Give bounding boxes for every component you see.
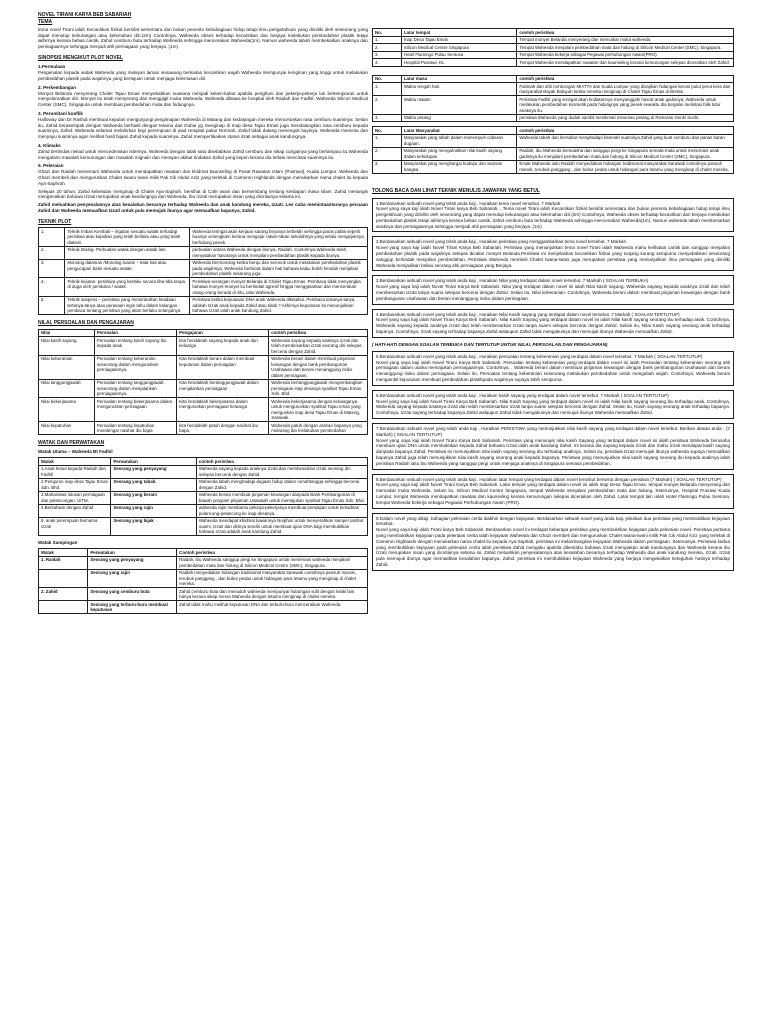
table-cell: Tempat Waheeda bekerja sebagai Pegawai perhubungan Awam(PRO).: [517, 51, 734, 59]
q8-body: Novel yang saya kaji ialah Novel Tirani Karya Beb Sabariah. Latar tempat yang terdapat dalam novel ini ialah Inap Desa Tajau Emas, tempat monyet Belanda menyerang dan mencakar muka Waheeda. Selain itu, Silicon Medical Centre Singapura, tempat Waheeda menjalani pembedahan mata dan hidung. Seterusnya, Hospital Pusrawi Kuala Lumpur, tempat Waheeda mendapatkan rawatan dan kaunseling kerana kemurungan selepas diceraikan oleh Zahid. Latar tempat lain ialah Hotel Flamingo Pulau Sentosa, tempat Waheeda bekerja sebagai Pegawai Perhubungan Awam (PRO).: [376, 482, 730, 505]
table-cell: Teknik saspens – peristiwa yang menimbulkan keadaan tertanya-tanya atau perasaan ingin tahu dalam kalangan pembaca tentang peristiwa yang akan berlaku selanjutnya: [65, 296, 190, 315]
q6-body: Novel yang saya kaji ialah Novel Tirani Karya Beb Sabariah. Nilai Kasih Sayang yang terdapat dalam novel ini ialah Nilai kasih sayang seorang ibu terhadap anak. Contohnya, Waheeda sayang kepada anaknya izzati dan telah membesarkan Izzati tanpa suami selepas bercerai dengan Zahid. Selain itu, Kasih sayang seorang anak terhadap bapanya. Contohnya, Izzati sayang terhadap bapanya Zahid walaupun Zahid tidak mengakuinya dan memujuk ibunya Waheeda memaafkan Zahid.: [376, 398, 730, 416]
table-cell: Raidah, ibu Waheeda bersuasha dan sanggup pergi ke Singapura semata-mata untuk menemani anak gadisnya itu menjalani pembedahan mata dan hidung di Silicon Medical Center (SMC), Singapura.: [517, 147, 734, 160]
table-cell: Persoalan tentang kepatuhan mendengar nasihat ibu bapa: [94, 422, 176, 435]
sinopsis-heading: SINOPSIS MENGIKUT PLOT NOVEL: [38, 55, 124, 61]
s5-text-a: Ghazi dan Raidah menemani Waheeda untuk mendapatkan rawatan dan khidmat kaunseling di Pusat Rawatan Islam (Pusrawi), Kuala Lumpur. Waheeda dan Ghazi membeli dan menguruskan Chalet Iwana Iwani milik Pak Cik Abdul Aziz yang terletak di Cameron Highlands dengan menukarkan nama chalet itu kepada Aya-Saphrah.: [38, 169, 368, 186]
table-row: [373, 36, 734, 44]
question-5-box: [372, 351, 734, 386]
table-row: [39, 246, 368, 259]
table-cell: waheeda rajin membantu pekerja-pekerjanya membuat persiapan untuk kehadiran pelancong-pelancong ke inap desanya.: [196, 504, 367, 517]
table-cell: Zahid cemburu buta dan menuduh waheeda mempunyai hubungan sulit dengan lelaki lain hanya kerana sikap mesra Waheeda dengan tetamu menginap di chalet mereka.: [177, 588, 368, 601]
header-cell: Latar tempat: [401, 29, 517, 37]
q4-body: Novel yang saya kaji ialah Novel Tirani Karya Beb Sabariah. Nilai Kasih Sayang yang terdapat dalam novel ini ialah Nilai kasih sayang seorang ibu terhadap anak. Contohnya, Waheeda sayang kepada anaknya izzati dan telah membesarkan Izzati tanpa suami selepas bercerai dengan Zahid. Selain itu, Nilai Kasih sayang seorang anak terhadap bapanya. Contohnya, Izzati sayang terhadap bapanya Zahid walaupun Zahid tidak mengakuinya dan memujuk ibunya Waheeda memaafkan Zahid.: [376, 317, 730, 335]
q3-head: 3.Berdasarkan sebuah novel yang telah anda kaji , Huraikan Nilai yang terdapat dalam novel tersebut. 7 Markah ( SOALAN TERBUKA): [376, 278, 649, 284]
table-cell: 3.Mahasiswa lulusan perniagaan dan pelancongan, UiTM.: [39, 491, 111, 504]
latar-tempat-header-row: [373, 29, 734, 37]
header-cell: Watak: [39, 549, 88, 557]
table-cell: 4.: [39, 278, 65, 297]
table-cell: Persoalan tentang kasih sayang ibu kepada anak: [94, 337, 176, 356]
table-cell: kita hendaklah patuh dengan nasihat ibu bapa.: [177, 422, 269, 435]
question-9-box: [372, 513, 734, 571]
table-cell: 2.: [39, 246, 65, 259]
table-cell: Nilai tanggungjawab: [39, 379, 95, 398]
q1-head: 1.Berdasarkan sebuah novel yang telah anda kaji , Huraikan tema novel tersebut. 7 Markah: [376, 200, 561, 206]
right-column: [372, 10, 734, 1015]
table-cell: Waheeda berani dalam membuat pinjaman kewangan dengan bank pembangunan Usahawan dan berani menanggung risiko dalam perniagaan.: [269, 355, 368, 379]
s5-text-c: Zahid meluahkan penyesalannya atas kesalahan besarnya terhadap Waheeda dan anak kandung mereka, Izzati. Les cuba memintaantaranya pecuaan Zahid dan Waheeda memaafkan Izzati untuk pula memujuk ibunya agar memaafkan bapanya, Zahid.: [38, 202, 368, 213]
table-row: [39, 517, 368, 536]
table-cell: Waktu tengah hari.: [401, 83, 517, 96]
header-cell: No.: [373, 29, 402, 37]
table-cell: [39, 569, 88, 588]
answer-technique-title: TOLONG BACA DAN LIHAT TEKNIK MENULIS JAWAPAN YANG BETUL: [372, 187, 540, 194]
tema-heading: TEMA: [38, 19, 53, 26]
s2-text: Monyet Belanda menyerang Chalet Tajau Emas menyebabkan suasana menjadi kelam-kabut apabila penghuni dan pekerja-pekerja lari bertempiaran untuk menyelamatkan diri. Monyet itu telah menyerang dan menggigit muka Waheeda. Waheeda dibawa ke hospital oleh Raidah dan Fadhil. Waheeda Silicon Medical Center (SMC), Singapura untuk membuat pembedahan mata dan hidungnya.: [38, 90, 368, 108]
table-cell: 2.Pengurus inap desa Tajau Emas Sdn. Bhd.: [39, 478, 111, 491]
table-cell: Seorang yang terburu-buru membuat keputusan: [88, 601, 177, 614]
table-row: [39, 228, 368, 247]
q5-head: 5.Berdasarkan sebuah novel yang telah anda kaji , Huraikan persoalan tentang keberanian yang terdapat dalam novel tersebut. 7 Markah ( SOALAN TERTUTUP): [376, 353, 703, 359]
table-row: [39, 398, 368, 422]
table-row: [373, 83, 734, 96]
header-cell: Latar Masyarakat: [401, 127, 517, 135]
nilai-table: [38, 329, 368, 436]
table-cell: Monolog dalaman /Monolog tuaran – kata hati atau pengucapan batin sesuatu watak.: [65, 259, 190, 278]
table-cell: Seorang yang rajin: [88, 569, 177, 588]
tema-text: tema novel Tirani ialah Kecantikan fizikal bersifat sementara dan bukan penentu kebahagiaan hidup tetapi ilmu pengetahuan yang dimiliki oleh seseorang yang dapat menutup kekurangan atau kelemahan diri.(2m) Contohnya, Waheeda obses terhadap kecantikan dan berjaya melakukan pembedahan plastik tetapi akhirnya kerana bebas cantik, Zahid cemburu buta terhadap Waheeda sehingga mencerakan Waheeda(1m). Namun waheeda tabah membekalkan anaknya dan perniagaannya sehingga menjadi ahli perniagaan yang berjaya. (1m): [38, 26, 368, 50]
table-cell: Waheeda sayang kepada anaknya izzati dan membesarkan izzati seorang diri selepas bercerai dengan Zahid.: [196, 465, 367, 478]
table-cell: [39, 601, 88, 614]
q9-body: Novel yang saya kaji ialah Tirani karya Beb Sabariah. Berdasarkan novel ini terdapat beberapa peristiwa yang membuktikan kejayaan pada peleraian novel. Peristiwa pertama yang membuktikan kejayaan pada peleraian cerita ialah kejayaan Waheeda dan Ghazi membeli dan menguruskan Chalet Iwana-Iwani milik Pak Cik Abdul Aziz yang terletak di Cameron Highlands dengan menukarkan nama chalet itu kepada Aya-Saphah, peristiwa ini melambangkan kejayaan Waheeda dalam perniagaan. Seterusnya, Peristiwa kedua yang membuktikan kejayaan pada peleraian cerita ialah peristiwa Zahid mengaku apabila diberitahu bahawa Izzati merupakan anak kandungnya dan Waheeda kerana ibu Izzati merupakan insan yang dicintainya selama ini. Zahid meluahkan penyesalannya atas kesalahan besarnya terhadap Waheeda dan anak kandung mereka, Izzati. Izzati pula memujuk ibunya agar memaafkan kesalahan bapanya, Zahid. peristiwa ini membuktikan kejayaan Waheeda yang berjaya mengekalkan keteguhan hatinya terhadap Zahid.: [376, 527, 730, 567]
header-cell: contoh peristiwa: [517, 75, 734, 83]
table-cell: Waktu petang: [401, 114, 517, 122]
watak-utama-table: [38, 457, 368, 536]
table-row: [373, 160, 734, 173]
table-row: [39, 588, 368, 601]
s4-text: Zahid bertindak nekad untuk mencederakan isterinya, Waheeda dengan talak satu disebabkan Zahid cemburu dan sikap curigainya yang berlampau itu.Waheeda mengalami masalah kemurungan dan masalah mignain dan merayan akibat tindakan Zahid yang kejam kerana dia terlalu mencintai suaminya itu.: [38, 148, 368, 160]
table-cell: 3.: [373, 160, 402, 173]
table-row: [373, 134, 734, 147]
table-cell: Silicon Medical Centre Singapura: [401, 44, 517, 52]
table-cell: Seorang yang penyayang: [88, 556, 177, 569]
latar-masyarakat-table: [372, 126, 734, 174]
table-row: [39, 504, 368, 517]
table-cell: Persoalan tentang tanggungjawab seseorang dalam menjalankan perniagaannya.: [94, 379, 176, 398]
table-cell: Nilai bekerjasama: [39, 398, 95, 422]
table-cell: Hotel Flamingo Pulau Sentosa: [401, 51, 517, 59]
table-cell: 5.: [39, 296, 65, 315]
table-cell: Tempat Waheeda menjalani pembedahan mata dan hidung di Silicon Medical Center (SMC), Singapura.: [517, 44, 734, 52]
s4-heading: 4. Klimaks: [38, 142, 61, 148]
header-cell: Contoh peristiwa: [177, 549, 368, 557]
table-cell: Peristiwa ketika keputusan DNA anak Waheeda diketahui. Pembaca tertanya-tanya, adakah Izzati anak kepada Zahid atau tidak ? Akhirnya keputusan itu menunjukkan bahawa Izzati ialah anak kandung Zahid.: [190, 296, 368, 315]
nilai-header-row: [39, 329, 368, 337]
table-cell: Kita hendaklah bekerjasama dalam menguruskan perniagaan keluarga: [177, 398, 269, 422]
table-row: [39, 259, 368, 278]
header-cell: Pengajaran: [177, 329, 269, 337]
table-row: [373, 114, 734, 122]
table-cell: 3.: [373, 114, 402, 122]
table-cell: 1.: [39, 228, 65, 247]
table-cell: Masyarakat yang tabah dalam menempuh cabaran dugaan.: [401, 134, 517, 147]
question-4-box: [372, 309, 734, 338]
table-row: [39, 422, 368, 435]
table-cell: 2.: [373, 96, 402, 115]
header-cell: contoh peristiwa: [517, 127, 734, 135]
header-cell: Perwatakan: [111, 458, 197, 466]
teknik-heading: TEKNIK PLOT: [38, 218, 72, 225]
q2-head: 2.Berdasarkan sebuah novel yang telah anda kaji , Huraikan peristiwa yang menggambarkan tema novel tersebut. 7 Markah: [376, 239, 626, 245]
table-cell: Waheeda bermonolog ketika berqu dan seronok untuk melakukan pembedahan plastik pada wajahnya. Waheeda berbicak dalam hati bahawa kalau boleh hendak menjalani pembedahan plastik sekarang juga.: [190, 259, 368, 278]
table-cell: Waheeda sayang kepada anaknya izzati dan telah membesarkan izzati seorang diri selepas bercerai dengan Zahid.: [269, 337, 368, 356]
table-cell: Waheeda berani membuat pinjaman kewangan daripada Bank Pembangunan di bawah program pinjaman Usawaah untuk memajukan syarikat Tajau Emas Sdn. Bhd.: [196, 491, 367, 504]
watak-header-row: [39, 458, 368, 466]
s3-text: Halloway dan Dr Rashdi membuat kepulan mengunjungi pengimapan Waheeda di Matang dan kedatangan mereka mencetuskan rasa cemburu suaminya. Selain itu, Zahid berasempak dengan Waheeda berhasil dengan tetamu dari Dubai yg menginap di Inap desa Tajau Emas juga mendatangkan rasa cemburu kepada suaminya, Zahid. Waheeda selamat melahirkan bayi perempuan di wad Hospital pakar Normah, Zahid tidak datang menengok bayinya. Waheeda meminta dan menyayu suaminya agar melihat hasil bijaan Zahid kepada suaminya. Zahid mempertikaikan status itzati sebagai anak kandungnya.: [38, 116, 368, 140]
question-7-box: [372, 423, 734, 470]
table-cell: 3.: [39, 259, 65, 278]
s5-text-b: Selepas 20 tahun, Zahid kebetulan menginap di Chalet Aya-Saphah, bersihat di Cafe Iwani dan bersembang tentang kesilapan masa silam. Zahid menangis mengenalkan bahawa Izzati merupakan anak kandungnya dan Waheeda, ibu Izzati merupakan insan yang dicintainya selama ini.: [38, 188, 368, 200]
table-cell: Persoalan tentang keberanian seseorang dalam menguruskan perniagaannya.: [94, 355, 176, 379]
table-cell: Inap Desa Tajau Emas: [401, 36, 517, 44]
table-cell: Nilai kasih sayang.: [39, 337, 95, 356]
table-cell: kita hendaklah sayang kepada anak dan keluarga: [177, 337, 269, 356]
table-cell: 5. anak perempuan bernama izzati: [39, 517, 111, 536]
header-cell: Watak: [39, 458, 111, 466]
table-cell: 1.: [373, 83, 402, 96]
q7-head: 7.Berdasarkan sebuah novel yang telah anda kaji , Huraikan PERISTIWA yang menunjukkan nilai kasih sayang yang terdapat dalam novel tersebut. Berikan alasan anda . (7 Markah) ( SOALAN TERTUTUP): [376, 426, 730, 437]
question-1-box: [372, 198, 734, 233]
table-cell: Peristiwa serangan monyet Belanda di Chalet Tajau Emas. Pembaca tidak menyangka bahawa monyet-monyet itu bertindak agresif hingga menggetarkan dan mencerakan orang-orang berada di situ, iaitu Waheeda.: [190, 278, 368, 297]
q8-head: 8.Berdasarkan sebuah novel yang telah anda kaji , Huraikan latar tempat yang terdapat dalam novel tersebut berserta dengan peristiwa (7 Markah) ( SOALAN TERTUTUP): [376, 476, 722, 482]
table-row: [39, 491, 368, 504]
q9-head: 9.Dalam novel yang dikaji, bahagian peleraian cerita diakhiri dengan kejayaan. Berdasarkan sebuah novel yang anda kaji, jelaskan dua peristiwa yang membuktikan kejayaan tersebut.: [376, 515, 730, 527]
question-3-box: [372, 275, 734, 304]
table-row: [39, 337, 368, 356]
table-cell: 1.: [373, 134, 402, 147]
q5-body: Novel yang saya kaji ialah Novel Tirani Karya Beb Sabariah. Persoalan tentang keberanian yang terdapat dalam novel ini ialah Persoalan tentang keberanian seorang ahli perniagaan dalam usaha memajukan perniagaannya. Contohnya, . Waheeda berani dalam membuat pinjaman kewangan dengan bank pembangunan Usahawan dan berani menanggung risiko dalam perniagaan. Selain itu, Persoalan tentang keberanian seseorang melakukan pembedahan untuk mengubah wajah. Contohnya, Waheeda berani mengambil keputusan membuat pembedahan plastikpada wajahnya supaya lebih sempurna.: [376, 359, 730, 383]
table-cell: Kita hendaklah berani dalam membuat keputusan dalam perniagaan: [177, 355, 269, 379]
table-cell: Seorang yang berani: [111, 491, 197, 504]
open-closed-note: ( HATI-HATI DENGAN SOALAN TERBUKA DAN TERTUTUP UNTUK NILAI, PERSOALAN DAN PENGAJARAN): [372, 341, 608, 347]
table-cell: Waheeda teringat akan kerjaan sarang biryanya terbelah sehingga paras pabla seperti buanya cenengkam kerana mengejar rakan-rakan sekolahnya yang selalu mengejeknya berhidung penek.: [190, 228, 368, 247]
header-cell: contoh peristiwa: [269, 329, 368, 337]
table-row: [39, 278, 368, 297]
table-cell: Hospital Pusrawi, KL: [401, 59, 517, 67]
q3-body: Novel yang saya kaji ialah Novel Tirani Karya Beb Sabariah. Nilai yang terdapat dalam novel ini ialah Nilai kasih sayang. Waheeda sayang kepada anaknya izzati dan telah membesarkan izzati tanpa suami selepas bercerai dengan Zahid. Selain itu, Nilai keberanian. Contohnya, Waheeda berani dalam membuat pinjaman kewangan dengan bank pembangunan Usahawan dan berani menanggung risiko dalam perniagaan.: [376, 284, 730, 301]
table-cell: Teknik kejutan- peristiwa yang berlaku secara tiba-tiba tanpa di duga oleh pembaca / watak.: [65, 278, 190, 297]
table-row: [373, 44, 734, 52]
q6-head: 6.Berdasarkan sebuah novel yang telah anda kaji , Huraikan kasih sayang yang terdapat dalam novel tersebut. 7 Markah ( SOALAN TERTUTUP): [376, 392, 669, 398]
table-cell: Seorang yang rajin: [111, 504, 197, 517]
watak-utama-heading: Watak Utama – Waheeda Bt Fadhil: [38, 449, 113, 455]
header-cell: Persoalan: [94, 329, 176, 337]
table-cell: Kita hendaklah bertanggungjawab dalam menjalankan perniagaan: [177, 379, 269, 398]
teknik-table: [38, 227, 368, 315]
sampingan-header-row: [39, 549, 368, 557]
table-cell: Raidah menyediakan hidangan tradisional masyarakat Sarawak contohnya pansuh manok, terubuk panggang , dan bubur pedas untuk hidangan para tetamu yang menginap di chalet mereka.: [177, 569, 368, 588]
table-cell: 4.Berkahwin dengan Zahid: [39, 504, 111, 517]
table-cell: 3.: [373, 51, 402, 59]
table-cell: Seorang yang bijak: [111, 517, 197, 536]
table-row: [39, 355, 368, 379]
q2-body: Novel yang saya kaji ialah Novel Tirani Karya Beb Sabariah. Peristiwa yang menunjukkan tema novel Tirani ialah Waheeda mahu kelihatan cantik dan sanggup menjalani pembedahan plastik pada wajahnya selepas dicakar monyet Belanda.Peristiwa ini menjelaskan kecantikan fizikal yang tunjang kurang sempurna menyebabkan seseorang sanggup bertindak menjalani pembedahan. Peristiwa Waheeda membeli Chalet Iwana-Iwani juga merupakan peristiwa yang menunjukkan ilmu perniagaan yang dimiliki Waheeda menjadikan beliau seorang ahli perniagaan yang Berjaya.: [376, 245, 730, 268]
q1-body: Novel yang saya kaji ialah Novel Tirani karya Beb Sabariah. , Tema novel Tirani ialah Kecantikan fizikal bersifat sementara dan bukan penentu kebahagiaan hidup tetapi ilmu pengetahuan yang dimiliki oleh seseorang yang dapat menutup kekurangan atau kelemahan diri.(2m) Contohnya, Waheeda obses terhadap kecantikan dan berjaya melakukan pembedahan plastik tetapi akhirnya kerana bebas cantik, Zahid cemburu buta terhadap Waheeda sehingga menceraikan Waheeda(1m). Namun waheeda tabah membesarkan anaknya dan perniagaannya sehingga menjadi ahli perniagaan yang berjaya. (1m): [376, 206, 730, 229]
sampingan-table: [38, 548, 368, 614]
table-cell: 2.: [373, 44, 402, 52]
table-row: [39, 296, 368, 315]
table-cell: 2.: [373, 147, 402, 160]
table-cell: Masyarakat yang mengamalkan nilai kasih sayang dalam kehidupan: [401, 147, 517, 160]
table-row: [373, 51, 734, 59]
s5-heading: 5. Peleraian: [38, 163, 64, 169]
s3-heading: 3. Perumitan/ konflik: [38, 110, 83, 116]
table-row: [39, 569, 368, 588]
table-row: [373, 59, 734, 67]
table-cell: peristiwa Waheeda yang duduk sambil menikmati minuman petang di Restoran Genki Sushi.: [517, 114, 734, 122]
question-8-box: [372, 474, 734, 509]
table-cell: Waheeda mendapat khidmat kawannya Nurjihan untuk menyerahkan sampel rambut suami, Izzati dan dirinya sendiri untuk membuat ujian DNA bagi membuktikan bahawa Izzati adalah anak kandung Zahid.: [196, 517, 367, 536]
table-cell: Teknik Dialog- Perbualan watak dengan watak lain.: [65, 246, 190, 259]
table-cell: Fatimah dan ahli rombongan MIATTA dan Kuala Lumpur yang disajikan hidangan kerusi pulut perut kera dan masyarakat Bayak Bidayuh ketika mereka menginap di Chalet Tajau Emas di Bretak.: [517, 83, 734, 96]
q4-head: 4.Berdasarkan sebuah novel yang telah anda kaji , Huraikan Nilai Kasih sayang yang terdapat dalam novel tersebut. 7 Markah ( SOALAN TERTUTUP): [376, 311, 680, 317]
table-row: [39, 478, 368, 491]
table-cell: Peristiwa Fadhil yang teringat akan tindakannya menyanggahi hasrat anak gadisnya, Waheeda untuk melakukan pembedahan kosmetik pada hidungnya yang pesek sewaktu dia berjalan melintasi bilik tidur anaknya itu.: [517, 96, 734, 115]
latar-masyarakat-header-row: [373, 127, 734, 135]
watak-heading: WATAK DAN PERWATAKAN: [38, 440, 105, 447]
table-row: [373, 147, 734, 160]
latar-masa-table: [372, 75, 734, 123]
table-row: [39, 465, 368, 478]
table-cell: Masyarakat yang menghargai budaya dan warisan bangsa: [401, 160, 517, 173]
table-cell: Seorang yang penyayang: [111, 465, 197, 478]
latar-masa-header-row: [373, 75, 734, 83]
header-cell: contoh peristiwa: [517, 29, 734, 37]
table-cell: Emak Waheeda iaitu Raidah menyediakan hidangan tradisional masyarakat Sarawak contohnya pansuh manok, terubuk panggang , dan bubur pedas untuk hidangan para tetamu yang menginap di chalet mereka.: [517, 160, 734, 173]
table-cell: Teknik Imbas Kembali – ingatan sesuatu watak terhadap peristiwa atau kejadian yang telah berlaku atau yang telah dialami.: [65, 228, 190, 247]
header-cell: No.: [373, 75, 402, 83]
table-cell: Nilai kepatuhan: [39, 422, 95, 435]
left-column: [38, 10, 368, 1015]
table-cell: 4.: [373, 59, 402, 67]
latar-tempat-table: [372, 28, 734, 67]
table-cell: Waheeda bertanggungjawab mengembangkan perniagaan inap desanya syarikat Tajau Emas Sdn. Bhd.: [269, 379, 368, 398]
table-cell: perbualan antara Waheeda dengan ibunya, Raidah. Contohnya,Waheeda telah menyatakan hasratnya untuk menjalani pembedahan plastik kepada ibunya.: [190, 246, 368, 259]
header-cell: contoh peristiwa: [196, 458, 367, 466]
header-cell: Latar masa: [401, 75, 517, 83]
table-cell: Zahid tidak mahu melihat keputusan DNA dan terburu-buru menceraikan Waheeda.: [177, 601, 368, 614]
header-cell: No.: [373, 127, 402, 135]
table-row: [39, 601, 368, 614]
table-cell: Waktu malam: [401, 96, 517, 115]
table-cell: Raidah, ibu Waheeda sanggup pergi ke Singapura untuk menemani waheeda menjalani pembedahan mata dan hidung di Silicon Medical Centre (SMC), Singapura.: [177, 556, 368, 569]
nilai-heading: NILAI, PERSOALAN DAN PENGAJARAN: [38, 320, 134, 327]
table-row: [39, 556, 368, 569]
table-cell: 1.Anak ketua kepada Raidah dan Fadhil: [39, 465, 111, 478]
table-cell: Persoalan tentang bekerjasama dalam menguruskan perniagaan: [94, 398, 176, 422]
table-cell: Seorang yang cemburu buta: [88, 588, 177, 601]
doc-title: NOVEL TIRANI KARYA BEB SABARIAH: [38, 12, 132, 18]
table-cell: Waheeda tabah menghadapi dugaan hidup dalam rumahtangga sehingga bercerai dengan Zahid.: [196, 478, 367, 491]
header-cell: Perwatakan: [88, 549, 177, 557]
table-cell: 1.: [373, 36, 402, 44]
table-row: [373, 96, 734, 115]
table-cell: Waheeda bekerjasama dengan keluarganya untuk menguruskan syarikat Tajau emas yang menguskan inap desa Tajau Emas di Mateng, Sarawak.: [269, 398, 368, 422]
s2-heading: 2. Perkembangan: [38, 84, 77, 90]
table-cell: Waheeda patuh dengan arahan bapanya yang melarang dia melakukan pembedahan: [269, 422, 368, 435]
sampingan-heading: Watak Sampingan: [38, 540, 78, 546]
question-6-box: [372, 390, 734, 419]
q7-body: Novel yang saya kaji ialah Novel Tirani Karya Beb Sabariah. Peristiwa yang menunjuk nilai kasih Sayang yang terdapat dalam novel ini ialah peristiwa Waheeda berusaha membuat ujian DNA untuk membuktikan kepada Zahid bahawa Izzati ialah anak kandung Zahid. Ini kerana dia sayang kepada Izzati dan mahu izzati mendapat kasih sayang daripada bapanya Zahid. Peristiwa ini menunjukkan nilai kasih sayang seorang ibu terhadap anaknya. Selain itu, peristiwa Izzati memujuk ibunya waheeda supaya memaafkan bapanya Zahid juga telah menunjukkan nilai kasih sayang seorang anak kepada bapanya. Peristiwa yang menunjukkan nilai kasih sayang seorang ibu kepada anaknya ialah peristiwa Raidah iaitu ibu Waheeda yang sanggup pergi untuk menjaga anaknya di Singapura semasa pembedahan.: [376, 437, 730, 466]
question-2-box: [372, 236, 734, 271]
table-cell: Seorang yang tabah.: [111, 478, 197, 491]
table-cell: Tempat monyet Belanda menyerang dan mencakar muka waheeda.: [517, 36, 734, 44]
header-cell: Nilai: [39, 329, 95, 337]
table-cell: Waheeda tabah dan bersabar menghadapi karenah suaminya Zahid yang kuat cemburu dan panas baran.: [517, 134, 734, 147]
table-cell: 2. Zahid: [39, 588, 88, 601]
table-cell: Nilai keberanian: [39, 355, 95, 379]
s1-heading: 1.Permulaan: [38, 64, 66, 70]
table-cell: 1. Raidah: [39, 556, 88, 569]
table-row: [39, 379, 368, 398]
s1-text: Pengenalan kepada watak Waheeda yang melayari laman sesawang berkaitan kecantikan wajah Waheeda mempunyai kenginan yang tinggi untuk melakukan pembedahan plastik pada wajahnya yang bertujuan untuk menjaga kelemasan diri.: [38, 70, 368, 81]
table-cell: Tempat Waheeda mendapatkan rawatan dan kaunseling kerana kemurungan selepas diceraikan oleh Zahid: [517, 59, 734, 67]
